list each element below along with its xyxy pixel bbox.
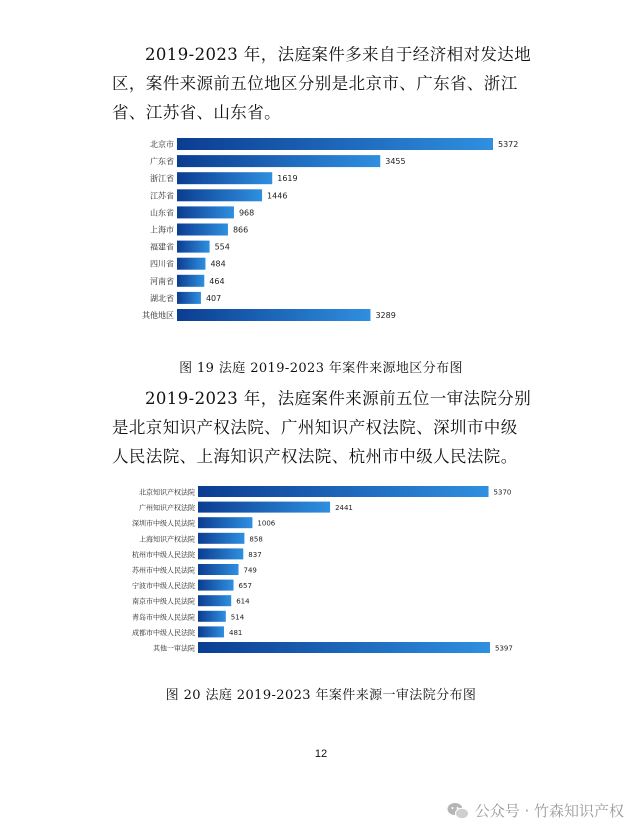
bar	[177, 172, 272, 184]
paragraph-courts	[112, 384, 532, 471]
category-label: 江苏省	[150, 191, 174, 201]
bar	[198, 564, 239, 575]
value-label: 481	[229, 628, 243, 637]
category-label: 广东省	[150, 157, 174, 167]
bar	[177, 138, 493, 150]
value-label: 3455	[385, 157, 406, 167]
category-label: 南京市中级人民法院	[132, 597, 195, 606]
wechat-icon	[447, 802, 469, 820]
bar	[198, 626, 224, 637]
category-label: 湖北省	[150, 293, 174, 303]
value-label: 1619	[277, 174, 298, 184]
page-number: 12	[314, 748, 328, 760]
category-label: 成都市中级人民法院	[132, 628, 195, 637]
bar	[177, 189, 262, 201]
bar	[177, 224, 228, 236]
value-label: 3289	[375, 311, 396, 320]
caption-court-chart: 图 20 法庭 2019-2023 年案件来源一审法院分布图	[165, 688, 477, 703]
value-label: 554	[214, 242, 230, 252]
category-label: 其他一审法院	[153, 644, 195, 653]
value-label: 866	[232, 225, 249, 235]
category-label: 福建省	[150, 242, 174, 252]
bar	[198, 517, 252, 528]
category-label: 北京市	[150, 140, 174, 149]
value-label: 858	[249, 535, 263, 544]
paragraph-regions-text: 2019-2023 年，法庭案件多来自于经济相对发达地区，案件来源前五位地区分别是北京市、广东省、浙江省、江苏省、山东省。	[112, 45, 532, 122]
bar	[177, 275, 204, 287]
region-bar-chart	[110, 138, 550, 334]
category-label: 河南省	[150, 276, 174, 286]
paragraph-courts-text: 2019-2023 年，法庭案件来源前五位一审法院分别是北京知识产权法院、广州知识产权法院、深圳市中级人民法院、上海知识产权法院、杭州市中级人民法院。	[112, 389, 532, 466]
value-label: 1006	[257, 519, 276, 528]
category-label: 杭州市中级人民法院	[132, 550, 195, 559]
bar	[198, 595, 231, 606]
value-label: 749	[243, 566, 257, 575]
bar	[198, 642, 490, 653]
paragraph-regions	[112, 40, 532, 127]
value-label: 2441	[335, 504, 353, 513]
category-label: 北京知识产权法院	[139, 488, 195, 497]
value-label: 968	[238, 208, 255, 218]
bar	[198, 533, 244, 544]
bar	[198, 611, 226, 622]
value-label: 837	[248, 550, 262, 559]
bar	[177, 258, 205, 270]
value-label: 464	[209, 276, 225, 286]
bar	[198, 486, 489, 497]
bar	[177, 241, 210, 253]
bar	[177, 309, 370, 321]
category-label: 青岛市中级人民法院	[132, 613, 195, 622]
category-label: 山东省	[150, 208, 174, 218]
caption-region-chart: 图 19 法庭 2019-2023 年案件来源地区分布图	[179, 361, 463, 376]
watermark-text: 公众号 · 竹森知识产权	[474, 802, 624, 820]
bar	[177, 206, 234, 218]
value-label: 5372	[498, 140, 519, 149]
value-label: 5397	[495, 644, 513, 653]
court-chart	[110, 486, 550, 666]
value-label: 5370	[493, 488, 512, 497]
category-label: 浙江省	[150, 174, 174, 184]
bar	[198, 548, 243, 559]
value-label: 484	[210, 259, 226, 269]
category-label: 广州知识产权法院	[139, 504, 195, 513]
value-label: 1446	[267, 191, 288, 201]
category-label: 苏州市中级人民法院	[132, 566, 195, 575]
bar	[198, 580, 234, 591]
value-label: 514	[230, 613, 245, 622]
category-label: 上海知识产权法院	[139, 535, 195, 544]
category-label: 宁波市中级人民法院	[132, 582, 195, 591]
court-bar-chart	[110, 486, 550, 666]
category-label: 上海市	[150, 225, 174, 235]
value-label: 657	[238, 582, 252, 591]
bar	[177, 292, 201, 304]
category-label: 深圳市中级人民法院	[132, 519, 195, 528]
value-label: 614	[236, 597, 250, 606]
region-chart	[110, 138, 550, 334]
value-label: 407	[205, 293, 222, 303]
bar	[198, 502, 330, 513]
watermark	[447, 800, 624, 821]
category-label: 四川省	[150, 259, 174, 269]
category-label: 其他地区	[142, 311, 174, 320]
bar	[177, 155, 380, 167]
